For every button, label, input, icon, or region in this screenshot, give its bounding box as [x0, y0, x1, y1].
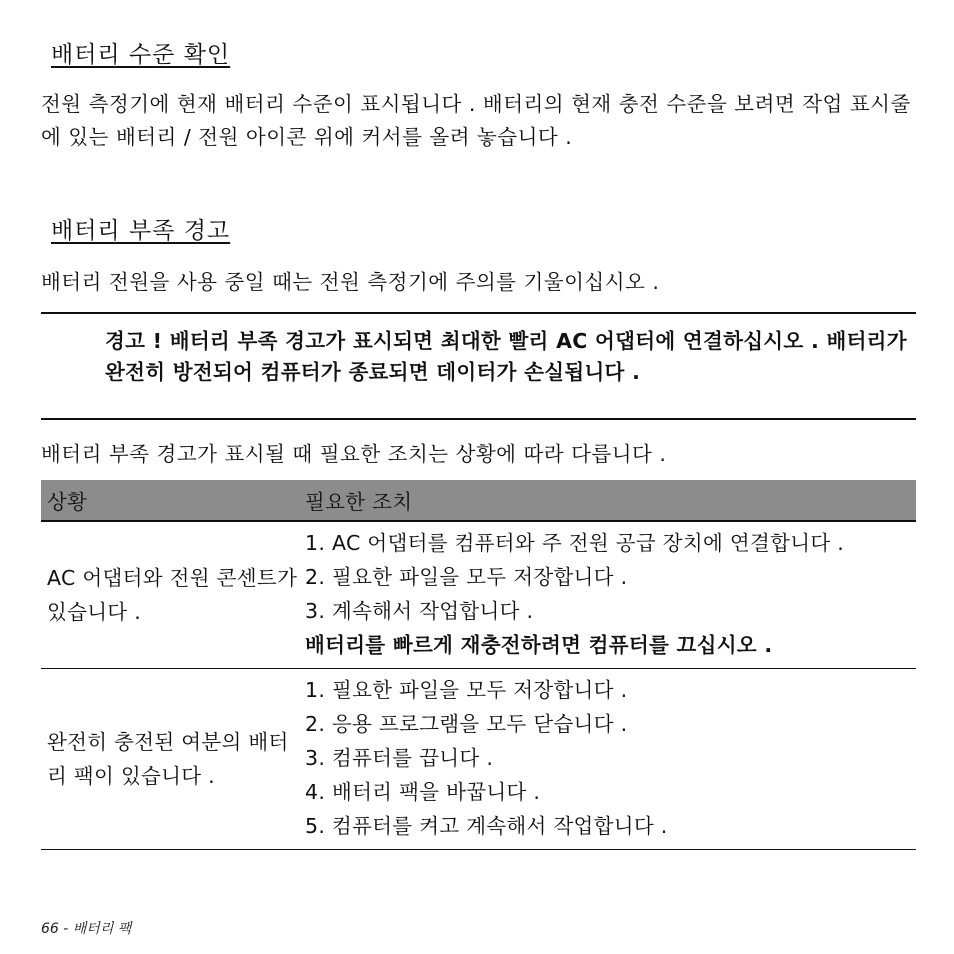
- table-intro-paragraph: 배터리 부족 경고가 표시될 때 필요한 조치는 상황에 따라 다릅니다 .: [41, 442, 667, 466]
- header-situation: 상황: [41, 480, 299, 521]
- action-item: 4. 배터리 팩을 바꿉니다 .: [305, 780, 541, 804]
- actions-cell: [299, 521, 916, 669]
- table-header-row: [41, 480, 916, 521]
- header-action: 필요한 조치: [299, 480, 916, 521]
- action-item: 3. 계속해서 작업합니다 .: [305, 599, 534, 623]
- actions-cell: [299, 669, 916, 850]
- action-item: 2. 응용 프로그램을 모두 닫습니다 .: [305, 712, 628, 736]
- action-item: 1. 필요한 파일을 모두 저장합니다 .: [305, 678, 628, 702]
- action-item: 3. 컴퓨터를 끕니다 .: [305, 746, 494, 770]
- situation-cell: AC 어댑터와 전원 콘센트가 있습니다 .: [41, 521, 299, 669]
- page-footer: 66 - 배터리 팩: [41, 921, 132, 937]
- warning-text: 경고 ! 배터리 부족 경고가 표시되면 최대한 빨리 AC 어댑터에 연결하십시오 . 배터리가 완전히 방전되어 컴퓨터가 종료되면 데이터가 손실됩니다 .: [105, 329, 907, 384]
- action-item: 2. 필요한 파일을 모두 저장합니다 .: [305, 565, 628, 589]
- low-battery-paragraph: 배터리 전원을 사용 중일 때는 전원 측정기에 주의를 기울이십시오 .: [41, 270, 660, 294]
- warning-box: [41, 312, 916, 420]
- situation-cell: 완전히 충전된 여분의 배터리 팩이 있습니다 .: [41, 669, 299, 850]
- action-item: 5. 컴퓨터를 켜고 계속해서 작업합니다 .: [305, 814, 668, 838]
- action-item: 1. AC 어댑터를 컴퓨터와 주 전원 공급 장치에 연결합니다 .: [305, 531, 845, 555]
- battery-level-paragraph: 전원 측정기에 현재 배터리 수준이 표시됩니다 . 배터리의 현재 충전 수준을 보려면 작업 표시줄에 있는 배터리 / 전원 아이콘 위에 커서를 올려 놓습니다 .: [41, 92, 911, 149]
- action-note: 배터리를 빠르게 재충전하려면 컴퓨터를 끄십시오 .: [305, 633, 773, 657]
- table-row: [41, 669, 916, 850]
- situation-action-table: [41, 480, 916, 850]
- section-title-low-battery: 배터리 부족 경고: [51, 218, 231, 244]
- section-title-battery-level: 배터리 수준 확인: [51, 42, 231, 68]
- table-row: [41, 521, 916, 669]
